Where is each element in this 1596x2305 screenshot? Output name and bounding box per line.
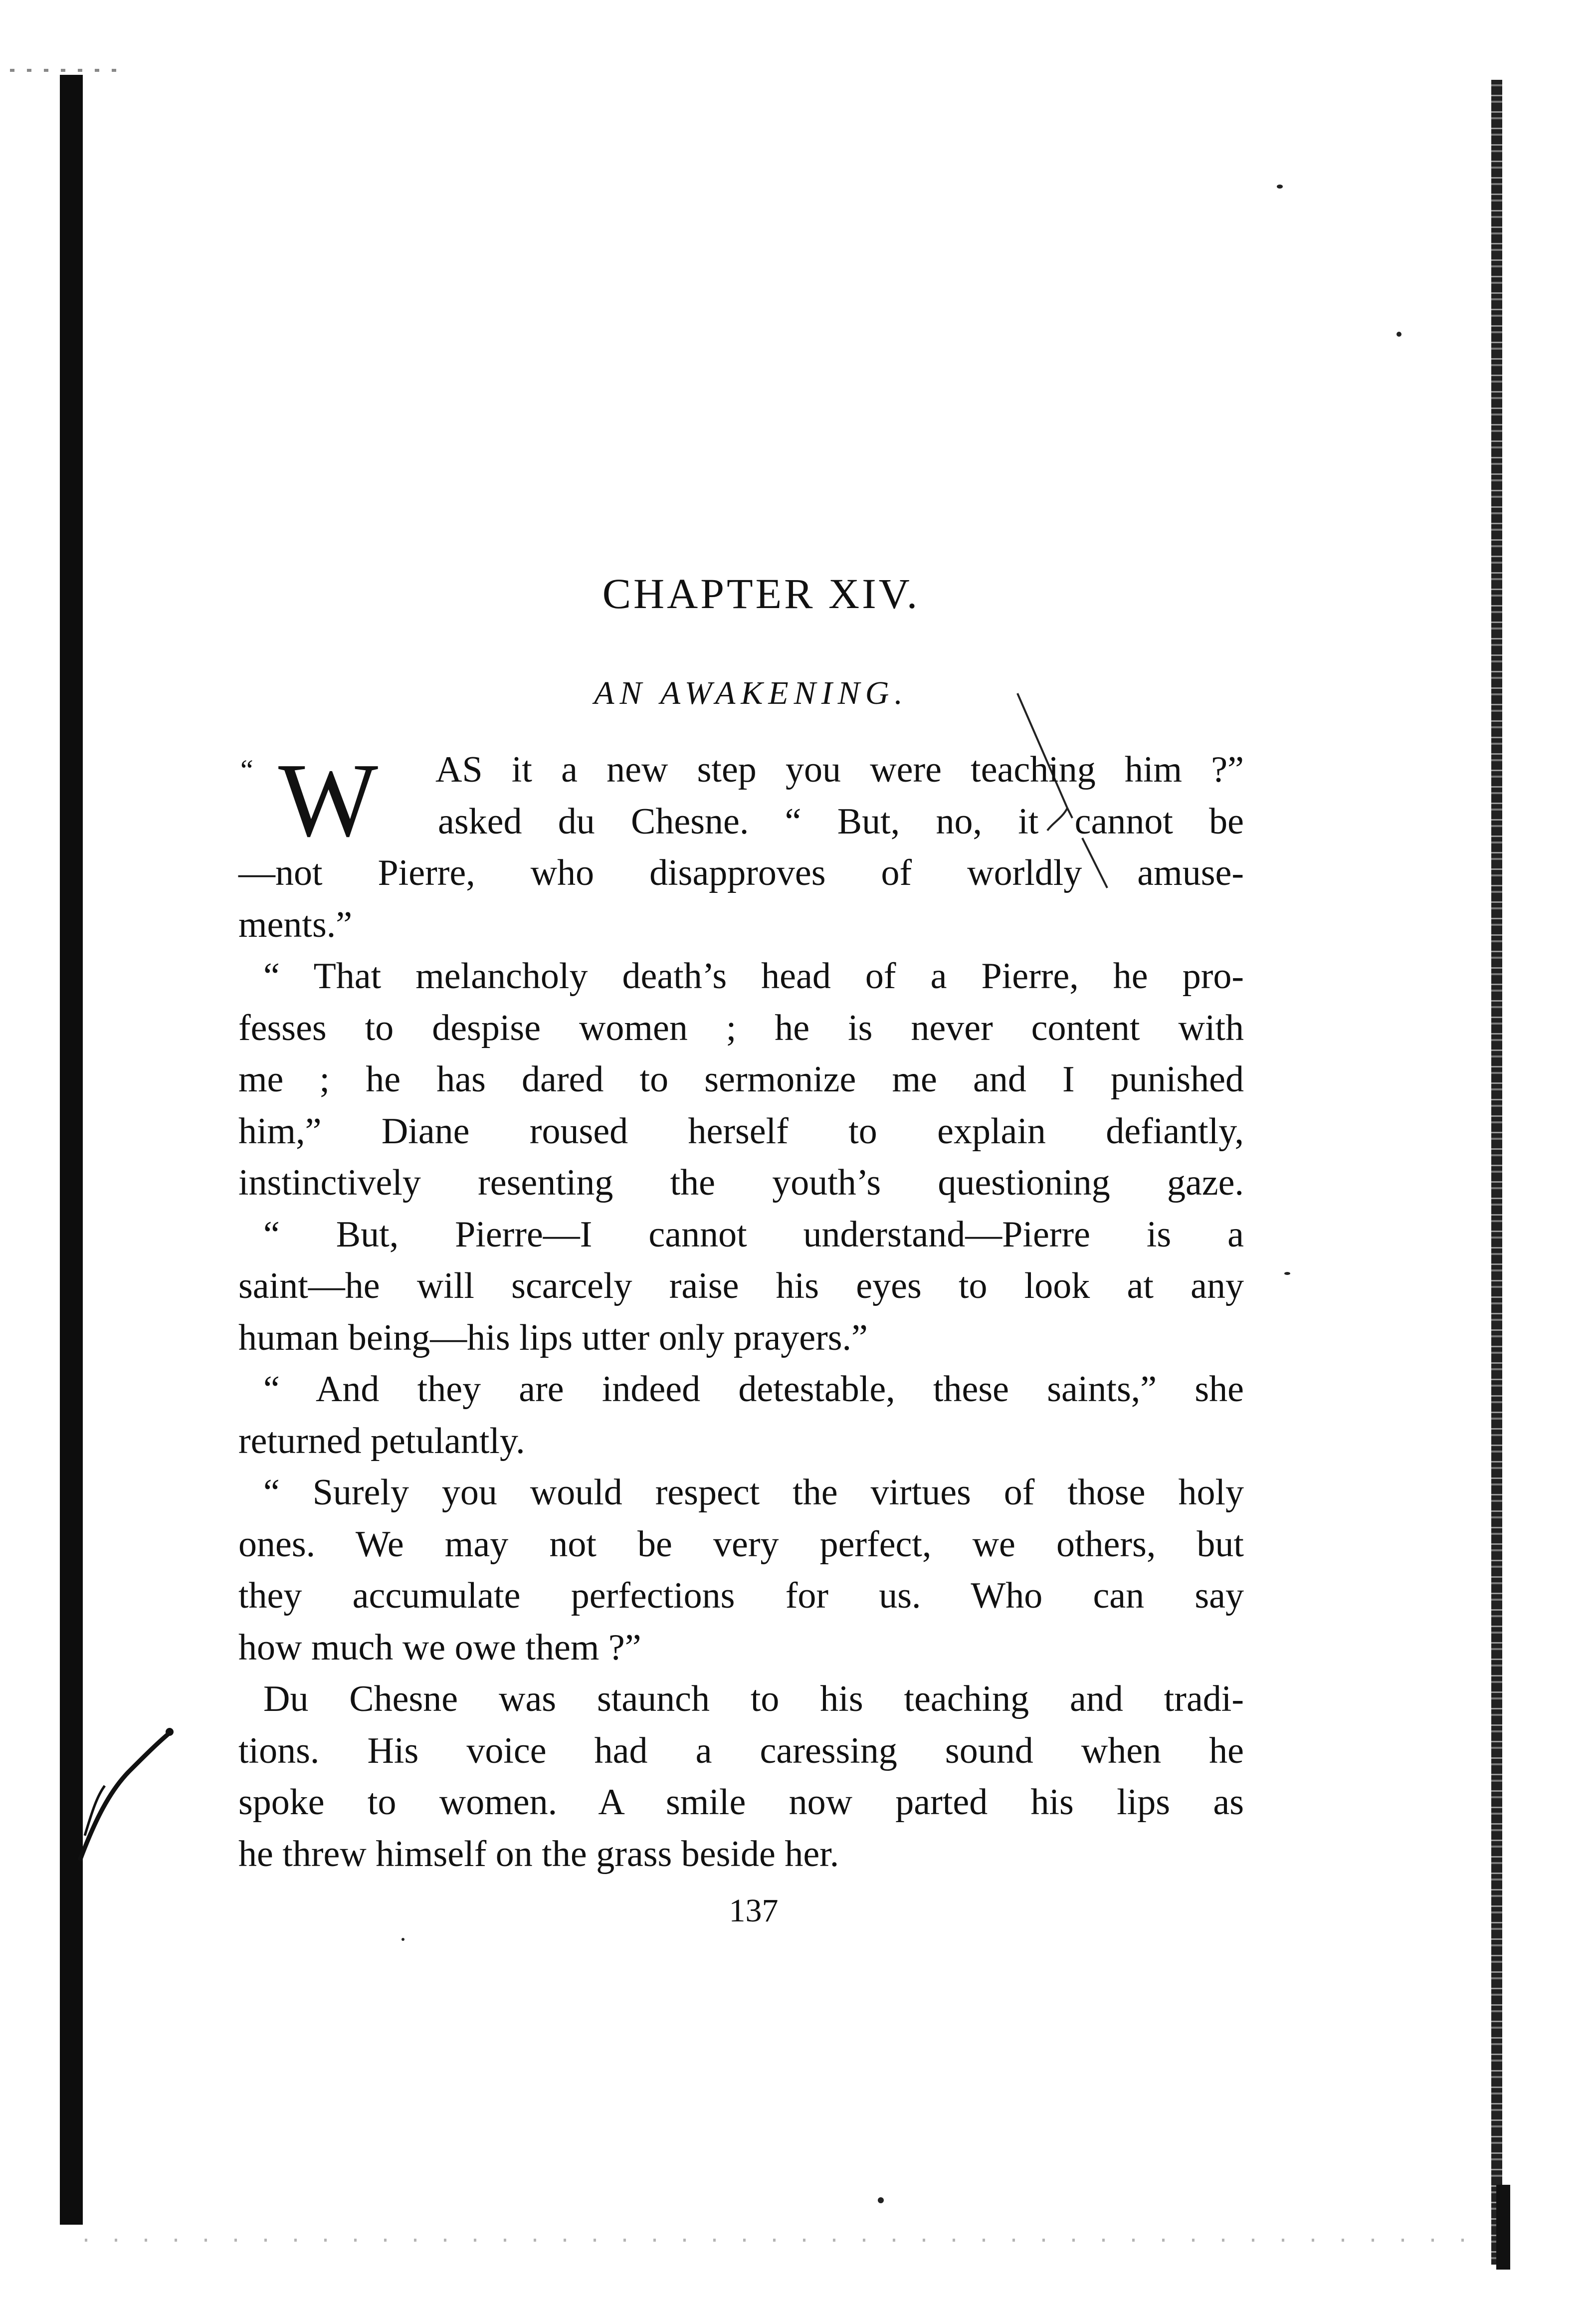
binding-shadow-left — [60, 75, 83, 2225]
text-line: tions. His voice had a caressing sound when he — [238, 1730, 1244, 1771]
scan-specks-top — [10, 69, 125, 72]
text-line: spoke to women. A smile now parted his lips as — [238, 1782, 1244, 1823]
text-line: they accumulate perfections for us. Who can say — [238, 1575, 1244, 1616]
text-line: Du Chesne was staunch to his teaching and tradi- — [263, 1678, 1244, 1719]
text-line: him,” Diane roused herself to explain defiantly, — [238, 1110, 1244, 1152]
text-line: ones. We may not be very perfect, we others, but — [238, 1523, 1244, 1565]
text-line: “ Surely you would respect the virtues of those holy — [263, 1472, 1244, 1513]
page-edge-right — [1491, 80, 1502, 2265]
text-line: he threw himself on the grass beside her. — [238, 1833, 839, 1875]
text-line: asked du Chesne. “ But, no, it cannot be — [438, 801, 1244, 842]
text-line: returned petulantly. — [238, 1420, 525, 1462]
opening-quote-mark: “ — [240, 754, 253, 786]
text-line: “ And they are indeed detestable, these saints,” she — [263, 1369, 1244, 1410]
paragraph — [238, 1674, 1244, 1880]
drop-cap: W — [278, 741, 379, 858]
scan-speck — [1284, 1272, 1290, 1275]
text-line: AS it a new step you were teaching him ?” — [435, 749, 1244, 790]
page-edge-right-shadow — [1496, 2185, 1510, 2270]
text-line: saint—he will scarcely raise his eyes to look at any — [238, 1265, 1244, 1306]
scan-specks-bottom — [85, 2239, 1481, 2242]
text-line: instinctively resenting the youth’s questioning gaze. — [238, 1162, 1244, 1203]
text-line: how much we owe them ?” — [238, 1627, 641, 1668]
text-line: fesses to despise women ; he is never content with — [238, 1007, 1244, 1048]
text-line: ments.” — [238, 904, 353, 945]
text-line: me ; he has dared to sermonize me and I punished — [238, 1059, 1244, 1100]
binding-fiber-left — [75, 1711, 175, 1871]
paragraph — [238, 1364, 1244, 1467]
text-line: —not Pierre, who disapproves of worldly amuse- — [238, 852, 1244, 893]
scan-speck — [1396, 332, 1401, 337]
scan-speck — [878, 2197, 884, 2203]
chapter-body — [238, 741, 1244, 1880]
book-page — [238, 569, 1244, 1931]
chapter-subtitle: AN AWAKENING. — [594, 675, 908, 711]
text-line: human being—his lips utter only prayers.” — [238, 1317, 868, 1358]
paragraph — [238, 1209, 1244, 1364]
text-line: “ But, Pierre—I cannot understand—Pierre is a — [263, 1214, 1244, 1255]
paragraph — [238, 1467, 1244, 1674]
scan-speck — [401, 1938, 404, 1941]
text-line: “ That melancholy death’s head of a Pierre, he pro- — [263, 956, 1244, 997]
paragraph — [238, 951, 1244, 1209]
opening-paragraph — [238, 741, 1244, 951]
page-number: 137 — [729, 1892, 779, 1929]
chapter-heading: CHAPTER XIV. — [602, 570, 920, 618]
scan-speck — [1277, 185, 1283, 189]
